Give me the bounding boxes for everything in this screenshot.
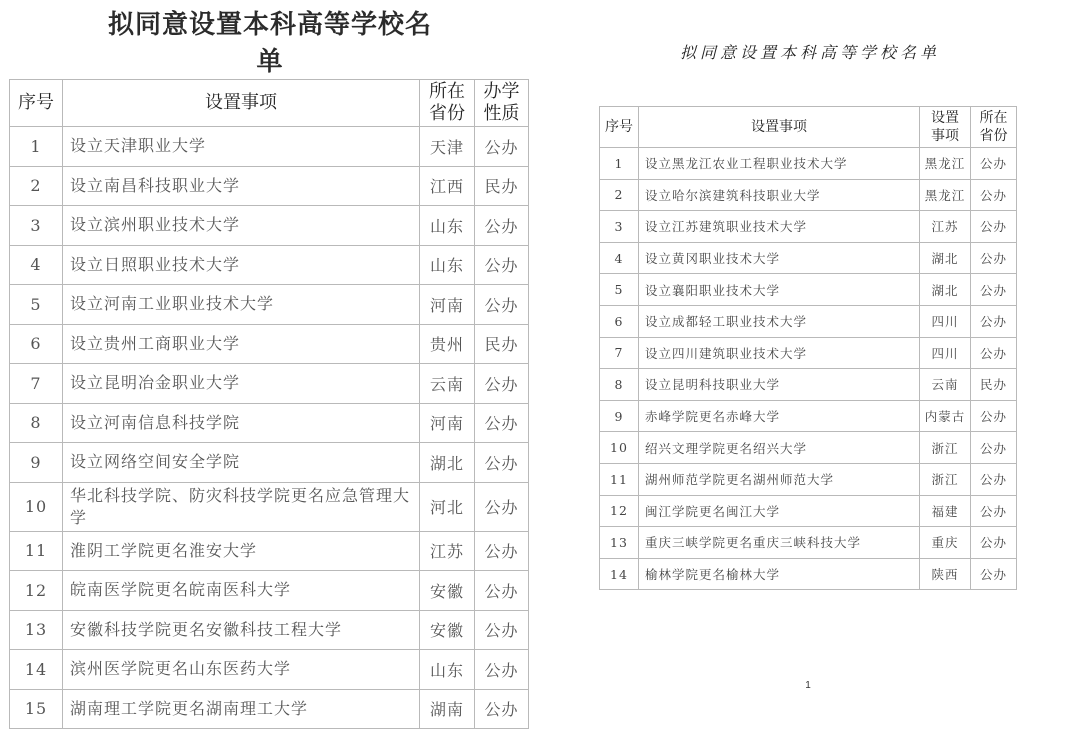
row-province: 天津 bbox=[420, 127, 475, 167]
row-number: 14 bbox=[10, 650, 63, 690]
row-nature: 公办 bbox=[475, 531, 529, 571]
table-row bbox=[600, 337, 1017, 369]
page-number: 1 bbox=[805, 680, 811, 691]
row-number: 12 bbox=[10, 571, 63, 611]
table-row bbox=[600, 242, 1017, 274]
left-table bbox=[9, 79, 529, 729]
row-item: 设立昆明科技职业大学 bbox=[639, 369, 920, 401]
left-table-header-row bbox=[10, 80, 529, 127]
row-nature: 公办 bbox=[475, 403, 529, 443]
right-title: 拟同意设置本科高等学校名单 bbox=[679, 43, 940, 62]
row-nature: 公办 bbox=[971, 432, 1017, 464]
table-row bbox=[600, 211, 1017, 243]
right-table bbox=[599, 106, 1017, 590]
row-province: 福建 bbox=[920, 495, 971, 527]
row-nature: 公办 bbox=[971, 558, 1017, 590]
right-table-header-row bbox=[600, 107, 1017, 148]
table-row bbox=[10, 689, 529, 729]
row-item: 湖州师范学院更名湖州师范大学 bbox=[639, 463, 920, 495]
row-number: 1 bbox=[600, 148, 639, 180]
row-item: 赤峰学院更名赤峰大学 bbox=[639, 400, 920, 432]
row-number: 8 bbox=[10, 403, 63, 443]
row-nature: 公办 bbox=[475, 650, 529, 690]
table-row bbox=[10, 650, 529, 690]
row-item: 绍兴文理学院更名绍兴大学 bbox=[639, 432, 920, 464]
row-nature: 公办 bbox=[475, 206, 529, 246]
row-province: 黑龙江 bbox=[920, 179, 971, 211]
row-number: 2 bbox=[10, 166, 63, 206]
row-item: 淮阴工学院更名淮安大学 bbox=[63, 531, 420, 571]
row-nature: 公办 bbox=[971, 305, 1017, 337]
row-number: 1 bbox=[10, 127, 63, 167]
header-nature: 办学性质 bbox=[475, 80, 529, 127]
row-number: 13 bbox=[600, 527, 639, 559]
right-table-body bbox=[600, 148, 1017, 590]
table-row bbox=[600, 369, 1017, 401]
row-province: 山东 bbox=[420, 650, 475, 690]
row-province: 安徽 bbox=[420, 571, 475, 611]
header-province: 所在省份 bbox=[971, 107, 1017, 148]
row-number: 5 bbox=[10, 285, 63, 325]
row-item: 设立四川建筑职业技术大学 bbox=[639, 337, 920, 369]
row-nature: 公办 bbox=[971, 463, 1017, 495]
table-row bbox=[600, 432, 1017, 464]
row-nature: 民办 bbox=[971, 369, 1017, 401]
table-row bbox=[10, 403, 529, 443]
row-nature: 公办 bbox=[971, 495, 1017, 527]
header-item: 设置事项 bbox=[639, 107, 920, 148]
row-nature: 公办 bbox=[971, 274, 1017, 306]
table-row bbox=[10, 324, 529, 364]
row-province: 安徽 bbox=[420, 610, 475, 650]
row-number: 9 bbox=[600, 400, 639, 432]
row-province: 四川 bbox=[920, 305, 971, 337]
table-row bbox=[10, 443, 529, 483]
row-item: 设立网络空间安全学院 bbox=[63, 443, 420, 483]
row-number: 15 bbox=[10, 689, 63, 729]
row-province: 陕西 bbox=[920, 558, 971, 590]
row-province: 云南 bbox=[920, 369, 971, 401]
row-number: 5 bbox=[600, 274, 639, 306]
header-item-2: 设置事项 bbox=[920, 107, 971, 148]
row-item: 设立河南工业职业技术大学 bbox=[63, 285, 420, 325]
row-number: 9 bbox=[10, 443, 63, 483]
row-number: 13 bbox=[10, 610, 63, 650]
row-nature: 公办 bbox=[475, 571, 529, 611]
row-number: 3 bbox=[10, 206, 63, 246]
row-number: 3 bbox=[600, 211, 639, 243]
table-row bbox=[10, 571, 529, 611]
row-number: 7 bbox=[600, 337, 639, 369]
row-item: 设立昆明冶金职业大学 bbox=[63, 364, 420, 404]
row-province: 山东 bbox=[420, 245, 475, 285]
row-item: 设立天津职业大学 bbox=[63, 127, 420, 167]
row-nature: 民办 bbox=[475, 324, 529, 364]
row-item: 华北科技学院、防灾科技学院更名应急管理大学 bbox=[63, 482, 420, 531]
row-number: 6 bbox=[600, 305, 639, 337]
row-province: 湖北 bbox=[920, 274, 971, 306]
row-province: 云南 bbox=[420, 364, 475, 404]
row-item: 安徽科技学院更名安徽科技工程大学 bbox=[63, 610, 420, 650]
row-number: 11 bbox=[600, 463, 639, 495]
row-item: 设立襄阳职业技术大学 bbox=[639, 274, 920, 306]
table-row bbox=[600, 558, 1017, 590]
row-province: 江苏 bbox=[920, 211, 971, 243]
row-province: 内蒙古 bbox=[920, 400, 971, 432]
row-number: 4 bbox=[10, 245, 63, 285]
row-province: 河南 bbox=[420, 285, 475, 325]
row-item: 设立哈尔滨建筑科技职业大学 bbox=[639, 179, 920, 211]
table-row bbox=[600, 527, 1017, 559]
row-province: 河北 bbox=[420, 482, 475, 531]
row-item: 榆林学院更名榆林大学 bbox=[639, 558, 920, 590]
row-nature: 公办 bbox=[475, 482, 529, 531]
header-item: 设置事项 bbox=[63, 80, 420, 127]
row-province: 重庆 bbox=[920, 527, 971, 559]
row-item: 滨州医学院更名山东医药大学 bbox=[63, 650, 420, 690]
row-nature: 公办 bbox=[475, 285, 529, 325]
row-number: 10 bbox=[10, 482, 63, 531]
left-title: 拟同意设置本科高等学校名单 bbox=[107, 10, 432, 77]
row-nature: 公办 bbox=[475, 610, 529, 650]
row-item: 闽江学院更名闽江大学 bbox=[639, 495, 920, 527]
row-nature: 公办 bbox=[475, 127, 529, 167]
row-item: 重庆三峡学院更名重庆三峡科技大学 bbox=[639, 527, 920, 559]
row-province: 江西 bbox=[420, 166, 475, 206]
row-nature: 公办 bbox=[971, 211, 1017, 243]
table-row bbox=[600, 148, 1017, 180]
row-province: 河南 bbox=[420, 403, 475, 443]
row-number: 7 bbox=[10, 364, 63, 404]
row-number: 12 bbox=[600, 495, 639, 527]
row-number: 10 bbox=[600, 432, 639, 464]
row-province: 浙江 bbox=[920, 463, 971, 495]
row-number: 6 bbox=[10, 324, 63, 364]
table-row bbox=[10, 127, 529, 167]
row-nature: 公办 bbox=[971, 148, 1017, 180]
table-row bbox=[10, 364, 529, 404]
row-province: 贵州 bbox=[420, 324, 475, 364]
row-nature: 公办 bbox=[971, 179, 1017, 211]
header-province: 所在省份 bbox=[420, 80, 475, 127]
table-row bbox=[10, 482, 529, 531]
row-item: 设立黑龙江农业工程职业技术大学 bbox=[639, 148, 920, 180]
table-row bbox=[10, 531, 529, 571]
row-number: 11 bbox=[10, 531, 63, 571]
table-row bbox=[600, 400, 1017, 432]
table-row bbox=[10, 285, 529, 325]
row-nature: 公办 bbox=[971, 400, 1017, 432]
header-no: 序号 bbox=[10, 80, 63, 127]
table-row bbox=[600, 463, 1017, 495]
table-row bbox=[10, 206, 529, 246]
row-province: 湖南 bbox=[420, 689, 475, 729]
header-no: 序号 bbox=[600, 107, 639, 148]
row-province: 江苏 bbox=[420, 531, 475, 571]
table-row bbox=[10, 610, 529, 650]
row-nature: 公办 bbox=[971, 337, 1017, 369]
row-item: 设立河南信息科技学院 bbox=[63, 403, 420, 443]
row-number: 14 bbox=[600, 558, 639, 590]
table-row bbox=[600, 305, 1017, 337]
row-item: 设立成都轻工职业技术大学 bbox=[639, 305, 920, 337]
row-item: 设立滨州职业技术大学 bbox=[63, 206, 420, 246]
row-nature: 公办 bbox=[971, 527, 1017, 559]
left-table-body bbox=[10, 127, 529, 729]
row-number: 8 bbox=[600, 369, 639, 401]
row-item: 湖南理工学院更名湖南理工大学 bbox=[63, 689, 420, 729]
row-province: 浙江 bbox=[920, 432, 971, 464]
row-number: 2 bbox=[600, 179, 639, 211]
row-province: 湖北 bbox=[920, 242, 971, 274]
table-row bbox=[600, 495, 1017, 527]
row-nature: 民办 bbox=[475, 166, 529, 206]
row-province: 山东 bbox=[420, 206, 475, 246]
row-nature: 公办 bbox=[475, 443, 529, 483]
table-row bbox=[10, 166, 529, 206]
row-item: 设立南昌科技职业大学 bbox=[63, 166, 420, 206]
row-item: 皖南医学院更名皖南医科大学 bbox=[63, 571, 420, 611]
row-province: 湖北 bbox=[420, 443, 475, 483]
row-nature: 公办 bbox=[475, 689, 529, 729]
table-row bbox=[600, 179, 1017, 211]
row-number: 4 bbox=[600, 242, 639, 274]
row-province: 四川 bbox=[920, 337, 971, 369]
row-nature: 公办 bbox=[475, 245, 529, 285]
row-nature: 公办 bbox=[475, 364, 529, 404]
table-row bbox=[600, 274, 1017, 306]
row-province: 黑龙江 bbox=[920, 148, 971, 180]
row-item: 设立贵州工商职业大学 bbox=[63, 324, 420, 364]
row-nature: 公办 bbox=[971, 242, 1017, 274]
row-item: 设立黄冈职业技术大学 bbox=[639, 242, 920, 274]
row-item: 设立江苏建筑职业技术大学 bbox=[639, 211, 920, 243]
table-row bbox=[10, 245, 529, 285]
row-item: 设立日照职业技术大学 bbox=[63, 245, 420, 285]
